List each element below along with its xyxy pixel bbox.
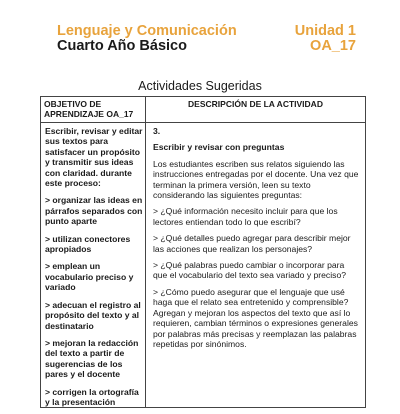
activity-cell bbox=[153, 126, 359, 355]
subject-title: Lenguaje y Comunicación bbox=[57, 23, 237, 39]
activity-question: > ¿Qué detalles puedo agregar para describir mejor las acciones que realizan los personajes? bbox=[153, 233, 351, 254]
activity-number: 3. bbox=[153, 126, 161, 136]
objective-item: > mejoran la redacción del texto a partir de sugerencias de los pares y el docente bbox=[45, 337, 139, 380]
page-header bbox=[0, 0, 400, 70]
objective-cell bbox=[45, 126, 143, 414]
header-divider bbox=[41, 122, 365, 123]
objective-item: > organizar las ideas en párrafos separados con punto aparte bbox=[45, 195, 143, 227]
activity-question: > ¿Cómo puedo asegurar que el lenguaje que usé haga que el relato sea entretenido y comprensible? Agregan y mejoran los aspectos del texto que así lo requieren, cambian términos o expresiones generales por palabras más precisas y reemplazan las palabras repetidas por sinónimos. bbox=[153, 286, 358, 349]
section-title: Actividades Sugeridas bbox=[138, 79, 262, 93]
objective-column-header: OBJETIVO DE APRENDIZAJE OA_17 bbox=[44, 99, 134, 119]
unit-label: Unidad 1 bbox=[294, 23, 356, 39]
grade-level: Cuarto Año Básico bbox=[57, 38, 187, 54]
activity-table bbox=[40, 96, 366, 408]
activity-question: > ¿Qué palabras puedo cambiar o incorporar para que el vocabulario del texto sea variado y preciso? bbox=[153, 260, 346, 281]
objective-item: > adecuan el registro al propósito del texto y al destinatario bbox=[45, 299, 141, 331]
objective-item: > utilizan conectores apropiados bbox=[45, 233, 131, 255]
activity-column-header: DESCRIPCIÓN DE LA ACTIVIDAD bbox=[188, 99, 323, 109]
objective-item: > emplean un vocabulario preciso y variado bbox=[45, 261, 134, 293]
activity-paragraph: Los estudiantes escriben sus relatos siguiendo las instrucciones entregadas por el docente. Una vez que terminan la primera versión, leen su texto considerando las siguientes preguntas: bbox=[153, 158, 359, 201]
activity-question: > ¿Qué información necesito incluir para que los lectores entiendan todo lo que escribí? bbox=[153, 206, 338, 227]
objective-item: > corrigen la ortografía y la presentación bbox=[45, 386, 139, 407]
activity-title: Escribir y revisar con preguntas bbox=[153, 142, 285, 153]
objective-code: OA_17 bbox=[310, 38, 356, 54]
column-divider bbox=[145, 97, 146, 407]
objective-statement: Escribir, revisar y editar sus textos para satisfacer un propósito y transmitir sus ideas con claridad. durante este proceso: bbox=[45, 126, 143, 189]
